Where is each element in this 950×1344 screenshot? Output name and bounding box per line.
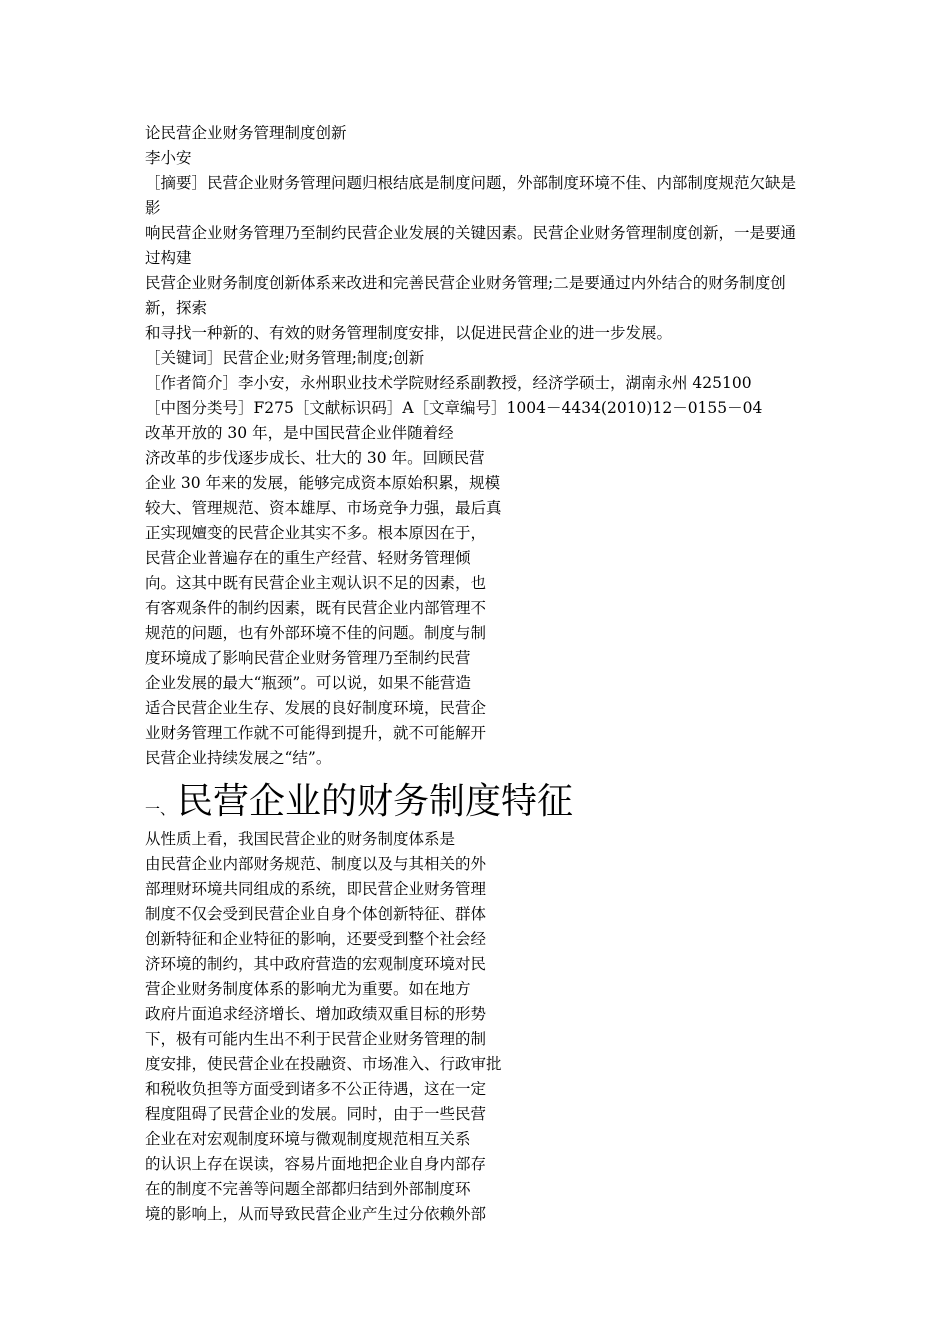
paragraph-line: 济改革的步伐逐步成长、壮大的 30 年。回顾民营 <box>145 449 485 467</box>
keywords: ［关键词］民营企业;财务管理;制度;创新 <box>145 349 425 367</box>
paragraph-line: 民营企业普遍存在的重生产经营、轻财务管理倾 <box>145 549 471 567</box>
section-paragraph <box>145 827 545 1227</box>
paragraph-line: 在的制度不完善等问题全部都归结到外部制度环 <box>145 1180 471 1198</box>
abstract <box>145 171 810 346</box>
classification-codes: ［中图分类号］F275［文献标识码］A［文章编号］1004－4434(2010)12－0155－04 <box>145 399 763 417</box>
paragraph-line: 的认识上存在误读，容易片面地把企业自身内部存 <box>145 1155 487 1173</box>
paragraph-line: 企业 30 年来的发展，能够完成资本原始积累，规模 <box>145 474 501 492</box>
paragraph-line: 营企业财务制度体系的影响尤为重要。如在地方 <box>145 980 471 998</box>
paragraph-line: 从性质上看，我国民营企业的财务制度体系是 <box>145 830 456 848</box>
paragraph-line: 正实现嬗变的民营企业其实不多。根本原因在于， <box>145 524 487 542</box>
paragraph-line: 较大、管理规范、资本雄厚、市场竞争力强，最后真 <box>145 499 502 517</box>
abstract-line: 民营企业财务制度创新体系来改进和完善民营企业财务管理;二是要通过内外结合的财务制度创新，探索 <box>145 274 786 317</box>
paragraph-line: 规范的问题，也有外部环境不佳的问题。制度与制 <box>145 624 487 642</box>
paragraph-line: 创新特征和企业特征的影响，还要受到整个社会经 <box>145 930 487 948</box>
paragraph-line: 境的影响上，从而导致民营企业产生过分依赖外部 <box>145 1205 487 1223</box>
paragraph-line: 民营企业持续发展之“结”。 <box>145 749 332 767</box>
paragraph-line: 向。这其中既有民营企业主观认识不足的因素，也 <box>145 574 487 592</box>
author-bio: ［作者简介］李小安，永州职业技术学院财经系副教授，经济学硕士，湖南永州 425100 <box>145 374 752 392</box>
section-number: 一、 <box>145 800 176 818</box>
article-author: 李小安 <box>145 149 192 167</box>
intro-paragraph <box>145 421 545 771</box>
paragraph-line: 有客观条件的制约因素，既有民营企业内部管理不 <box>145 599 487 617</box>
paragraph-line: 企业在对宏观制度环境与微观制度规范相互关系 <box>145 1130 471 1148</box>
abstract-line: ［摘要］民营企业财务管理问题归根结底是制度问题，外部制度环境不佳、内部制度规范欠缺是影 <box>145 174 797 217</box>
section-heading <box>145 773 810 825</box>
paragraph-line: 济环境的制约，其中政府营造的宏观制度环境对民 <box>145 955 487 973</box>
paragraph-line: 度安排，使民营企业在投融资、市场准入、行政审批 <box>145 1055 502 1073</box>
paragraph-line: 部理财环境共同组成的系统，即民营企业财务管理 <box>145 880 487 898</box>
article-title: 论民营企业财务管理制度创新 <box>145 124 347 142</box>
paragraph-line: 下，极有可能内生出不利于民营企业财务管理的制 <box>145 1030 487 1048</box>
paragraph-line: 改革开放的 30 年，是中国民营企业伴随着经 <box>145 424 454 442</box>
paragraph-line: 和税收负担等方面受到诸多不公正待遇，这在一定 <box>145 1080 487 1098</box>
abstract-line: 响民营企业财务管理乃至制约民营企业发展的关键因素。民营企业财务管理制度创新，一是要通过构建 <box>145 224 797 267</box>
paragraph-line: 度环境成了影响民营企业财务管理乃至制约民营 <box>145 649 471 667</box>
paragraph-line: 政府片面追求经济增长、增加政绩双重目标的形势 <box>145 1005 487 1023</box>
paragraph-line: 程度阻碍了民营企业的发展。同时，由于一些民营 <box>145 1105 487 1123</box>
paragraph-line: 业财务管理工作就不可能得到提升，就不可能解开 <box>145 724 487 742</box>
paragraph-line: 适合民营企业生存、发展的良好制度环境，民营企 <box>145 699 487 717</box>
paragraph-line: 由民营企业内部财务规范、制度以及与其相关的外 <box>145 855 487 873</box>
article-body <box>145 121 810 1227</box>
paragraph-line: 制度不仅会受到民营企业自身个体创新特征、群体 <box>145 905 487 923</box>
paragraph-line: 企业发展的最大“瓶颈”。可以说，如果不能营造 <box>145 674 471 692</box>
section-title: 民营企业的财务制度特征 <box>177 781 574 822</box>
abstract-line: 和寻找一种新的、有效的财务管理制度安排，以促进民营企业的进一步发展。 <box>145 324 673 342</box>
